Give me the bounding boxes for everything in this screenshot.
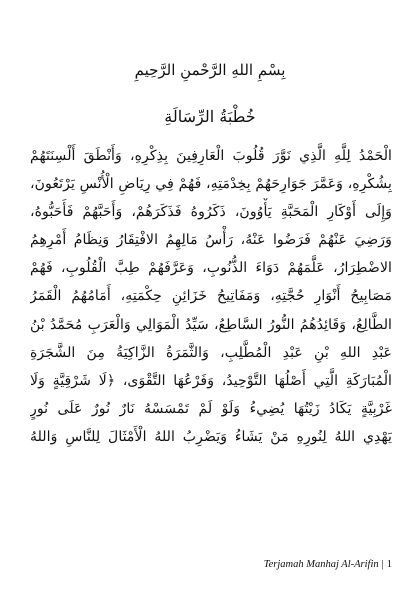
page-number: 1 [386,559,392,570]
text-line: الْمُبَارَكَةِ الَّتِي أَصْلُهَا التَّوْحِيدُ، وَفَرْعُهَا التَّقْوَى، ﴿لَا شَرْقِيَّةٍ وَلَا [30,372,392,389]
footer-separator: | [381,559,384,570]
text-line: الْحَمْدُ لِلَّهِ الَّذِي نَوَّرَ قُلُوبَ الْعَارِفِينَ بِذِكْرِهِ، وَأَنْطَقَ أَلْسِنَتَهُمْ [30,148,392,164]
text-line: وَإِلَى أَوْكَارِ الْمَحَبَّةِ يَأْوُونَ، ذَكَرُوهُ فَذَكَرَهُمْ، وَأَحَبَّهُمْ فَأَحَبُّوهُ، [30,204,392,221]
footer-book-title: Terjamah Manhaj Al-Arifin [263,559,379,570]
section-title: خُطْبَةُ الرِّسَالَةِ [164,107,256,126]
text-line: الاضْطِرَارُ، عَلَّمَهُمْ دَوَاءَ الذُّنُوبِ، وَعَرَّفَهُمْ طِبَّ الْقُلُوبِ، فَهُمْ [30,260,392,277]
text-line: بِشُكْرِهِ، وَعَمَّرَ جَوَارِحَهُمْ بِخِدْمَتِهِ، فَهُمْ فِي رِيَاضِ الْأُنْسِ يَرْتَعُونَ، [30,176,392,193]
text-line: عَبْدِ اللهِ بْنِ عَبْدِ الْمُطَّلِبِ، وَالثَّمَرَةُ الزَّاكِيَةُ مِنَ الشَّجَرَةِ [30,344,392,361]
page-footer [264,558,392,572]
basmala: بِسْمِ اللهِ الرَّحْمنِ الرَّحِيمِ [134,61,286,79]
text-line: مَصَابِيحُ أَنْوَارِ حُجَّتِهِ، وَمَفَاتِيحُ خَزَائِنِ حِكْمَتِهِ، أَمَامُهُمُ الْقَمَرُ [30,288,392,305]
text-line: غَرْبِيَّةٍ يَكَادُ زَيْتُهَا يُضِيءُ وَلَوْ لَمْ تَمْسَسْهُ نَارٌ نُورٌ عَلَى نُورٍ [30,400,392,417]
text-line: يَهْدِي اللهُ لِنُورِهِ مَنْ يَشَاءُ وَيَضْرِبُ اللهُ الْأَمْثَالَ لِلنَّاسِ وَاللهُ [30,428,392,445]
text-line: وَرَضِيَ عَنْهُمْ فَرَضُوا عَنْهُ، رَأْسُ مَالِهِمُ الافْتِقَارُ وَنِظَامُ أَمْرِهِمُ [30,232,392,249]
body-text [30,142,392,451]
text-line: الطَّالِعُ، وَقَائِدُهُمُ النُّورُ السَّاطِعُ، سَيِّدُ الْمَوَالِي وَالْعَرَبِ مُحَمَّدُ بْنُ [30,316,392,333]
